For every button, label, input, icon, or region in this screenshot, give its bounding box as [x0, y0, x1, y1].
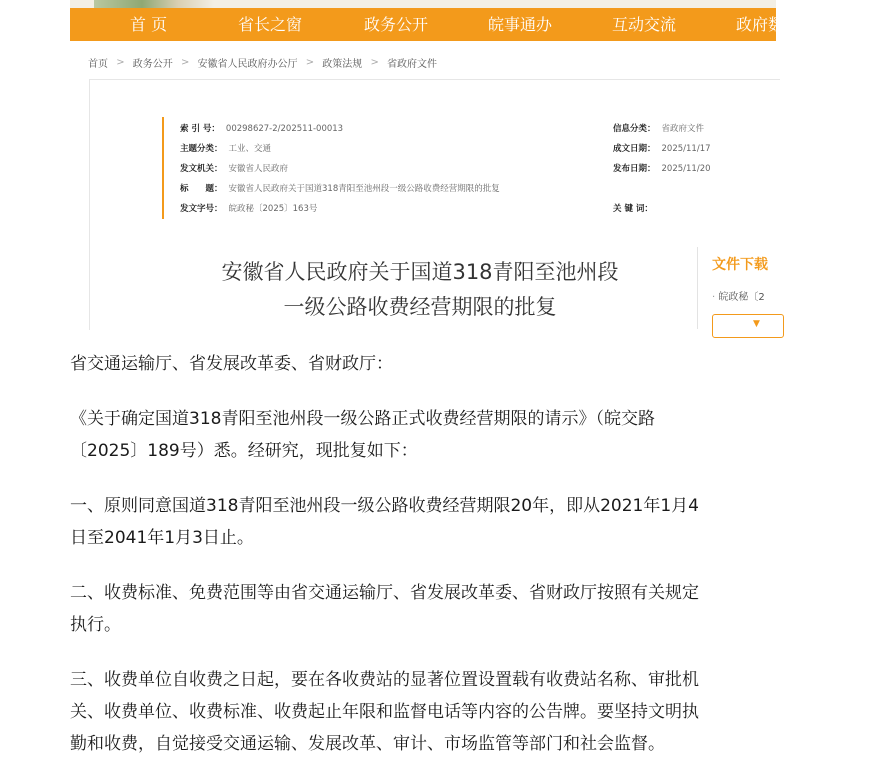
meta-issuer	[180, 162, 288, 174]
download-icon: ▼	[753, 319, 760, 329]
document-title-line-2: 一级公路收费经营期限的批复	[283, 295, 557, 319]
body-para-4-line-1: 二、收费标准、免费范围等由省交通运输厅、省发展改革委、省财政厅按照有关规定	[70, 583, 699, 603]
body-recipients: 省交通运输厅、省发展改革委、省财政厅：	[70, 354, 393, 374]
site-banner	[70, 0, 776, 8]
chevron-right-icon: >	[116, 57, 125, 68]
meta-created-label: 成文日期：	[613, 144, 656, 154]
meta-index-label: 索 引 号：	[180, 124, 220, 134]
meta-keywords	[613, 202, 653, 214]
meta-info-category-value: 省政府文件	[661, 124, 705, 134]
body-para-5-line-2: 关、收费单位、收费标准、收费起止年限和监督电话等内容的公告牌。要坚持文明执	[70, 702, 699, 722]
meta-info-category-label: 信息分类：	[613, 124, 656, 134]
meta-doc-number-value: 皖政秘〔2025〕163号	[228, 204, 318, 214]
nav-gov-data[interactable]: 政府数	[736, 15, 785, 34]
file-download-item[interactable]	[712, 288, 765, 303]
meta-topic	[180, 142, 271, 154]
breadcrumb	[88, 55, 437, 69]
nav-gov-affairs[interactable]: 政务公开	[364, 15, 429, 34]
nav-wanshitong[interactable]: 皖事通办	[488, 15, 553, 34]
meta-issuer-label: 发文机关：	[180, 164, 223, 174]
body-para-5-line-3: 勤和收费，自觉接受交通运输、发展改革、审计、市场监管等部门和社会监督。	[70, 734, 665, 754]
main-nav	[70, 8, 785, 41]
meta-topic-value: 工业、交通	[228, 144, 272, 154]
meta-published-label: 发布日期：	[613, 164, 656, 174]
meta-topic-label: 主题分类：	[180, 144, 223, 154]
body-para-2-line-1: 《关于确定国道318青阳至池州段一级公路正式收费经营期限的请示》（皖交路	[70, 409, 655, 429]
breadcrumb-gov-affairs[interactable]: 政务公开	[132, 59, 173, 70]
meta-title-value: 安徽省人民政府关于国道318青阳至池州段一级公路收费经营期限的批复	[228, 184, 500, 194]
meta-issuer-value: 安徽省人民政府	[228, 164, 289, 174]
meta-info-category	[613, 122, 704, 134]
file-download-item-label: 皖政秘〔2	[718, 292, 765, 303]
meta-doc-number	[180, 202, 317, 214]
nav-interaction[interactable]: 互动交流	[612, 15, 677, 34]
meta-index	[180, 122, 343, 134]
download-button[interactable]	[712, 314, 784, 338]
chevron-right-icon: >	[305, 57, 315, 68]
nav-home[interactable]: 首 页	[130, 15, 168, 34]
nav-governor-window[interactable]: 省长之窗	[238, 15, 303, 34]
meta-index-value: 00298627-2/202511-00013	[225, 124, 344, 134]
file-download-heading: 文件下载	[712, 257, 768, 273]
sidebar-divider	[697, 247, 698, 329]
document-title-line-1: 安徽省人民政府关于国道318青阳至池州段	[221, 260, 619, 284]
meta-title-label: 标 题：	[180, 184, 223, 194]
body-para-4-line-2: 执行。	[70, 615, 121, 635]
meta-published-date	[613, 162, 711, 174]
meta-published-value: 2025/11/20	[661, 164, 711, 174]
meta-accent-bar	[162, 117, 164, 219]
breadcrumb-office[interactable]: 安徽省人民政府办公厅	[197, 59, 298, 70]
meta-created-date	[613, 142, 711, 154]
meta-title	[180, 182, 500, 194]
body-para-2-line-2: 〔2025〕189号）悉。经研究，现批复如下：	[70, 441, 418, 461]
breadcrumb-current[interactable]: 省政府文件	[387, 59, 438, 70]
body-para-3-line-2: 日至2041年1月3日止。	[70, 528, 254, 548]
meta-doc-number-label: 发文字号：	[180, 204, 223, 214]
meta-created-value: 2025/11/17	[661, 144, 711, 154]
bullet-icon: ·	[712, 292, 719, 303]
meta-keywords-label: 关 键 词：	[613, 204, 653, 214]
banner-decoration	[94, 0, 214, 8]
chevron-right-icon: >	[370, 57, 379, 68]
body-para-3-line-1: 一、原则同意国道318青阳至池州段一级公路收费经营期限20年，即从2021年1月4	[70, 496, 699, 516]
chevron-right-icon: >	[180, 57, 190, 68]
body-para-5-line-1: 三、收费单位自收费之日起，要在各收费站的显著位置设置载有收费站名称、审批机	[70, 670, 699, 690]
breadcrumb-policy[interactable]: 政策法规	[322, 59, 363, 70]
breadcrumb-home[interactable]: 首页	[88, 59, 108, 70]
